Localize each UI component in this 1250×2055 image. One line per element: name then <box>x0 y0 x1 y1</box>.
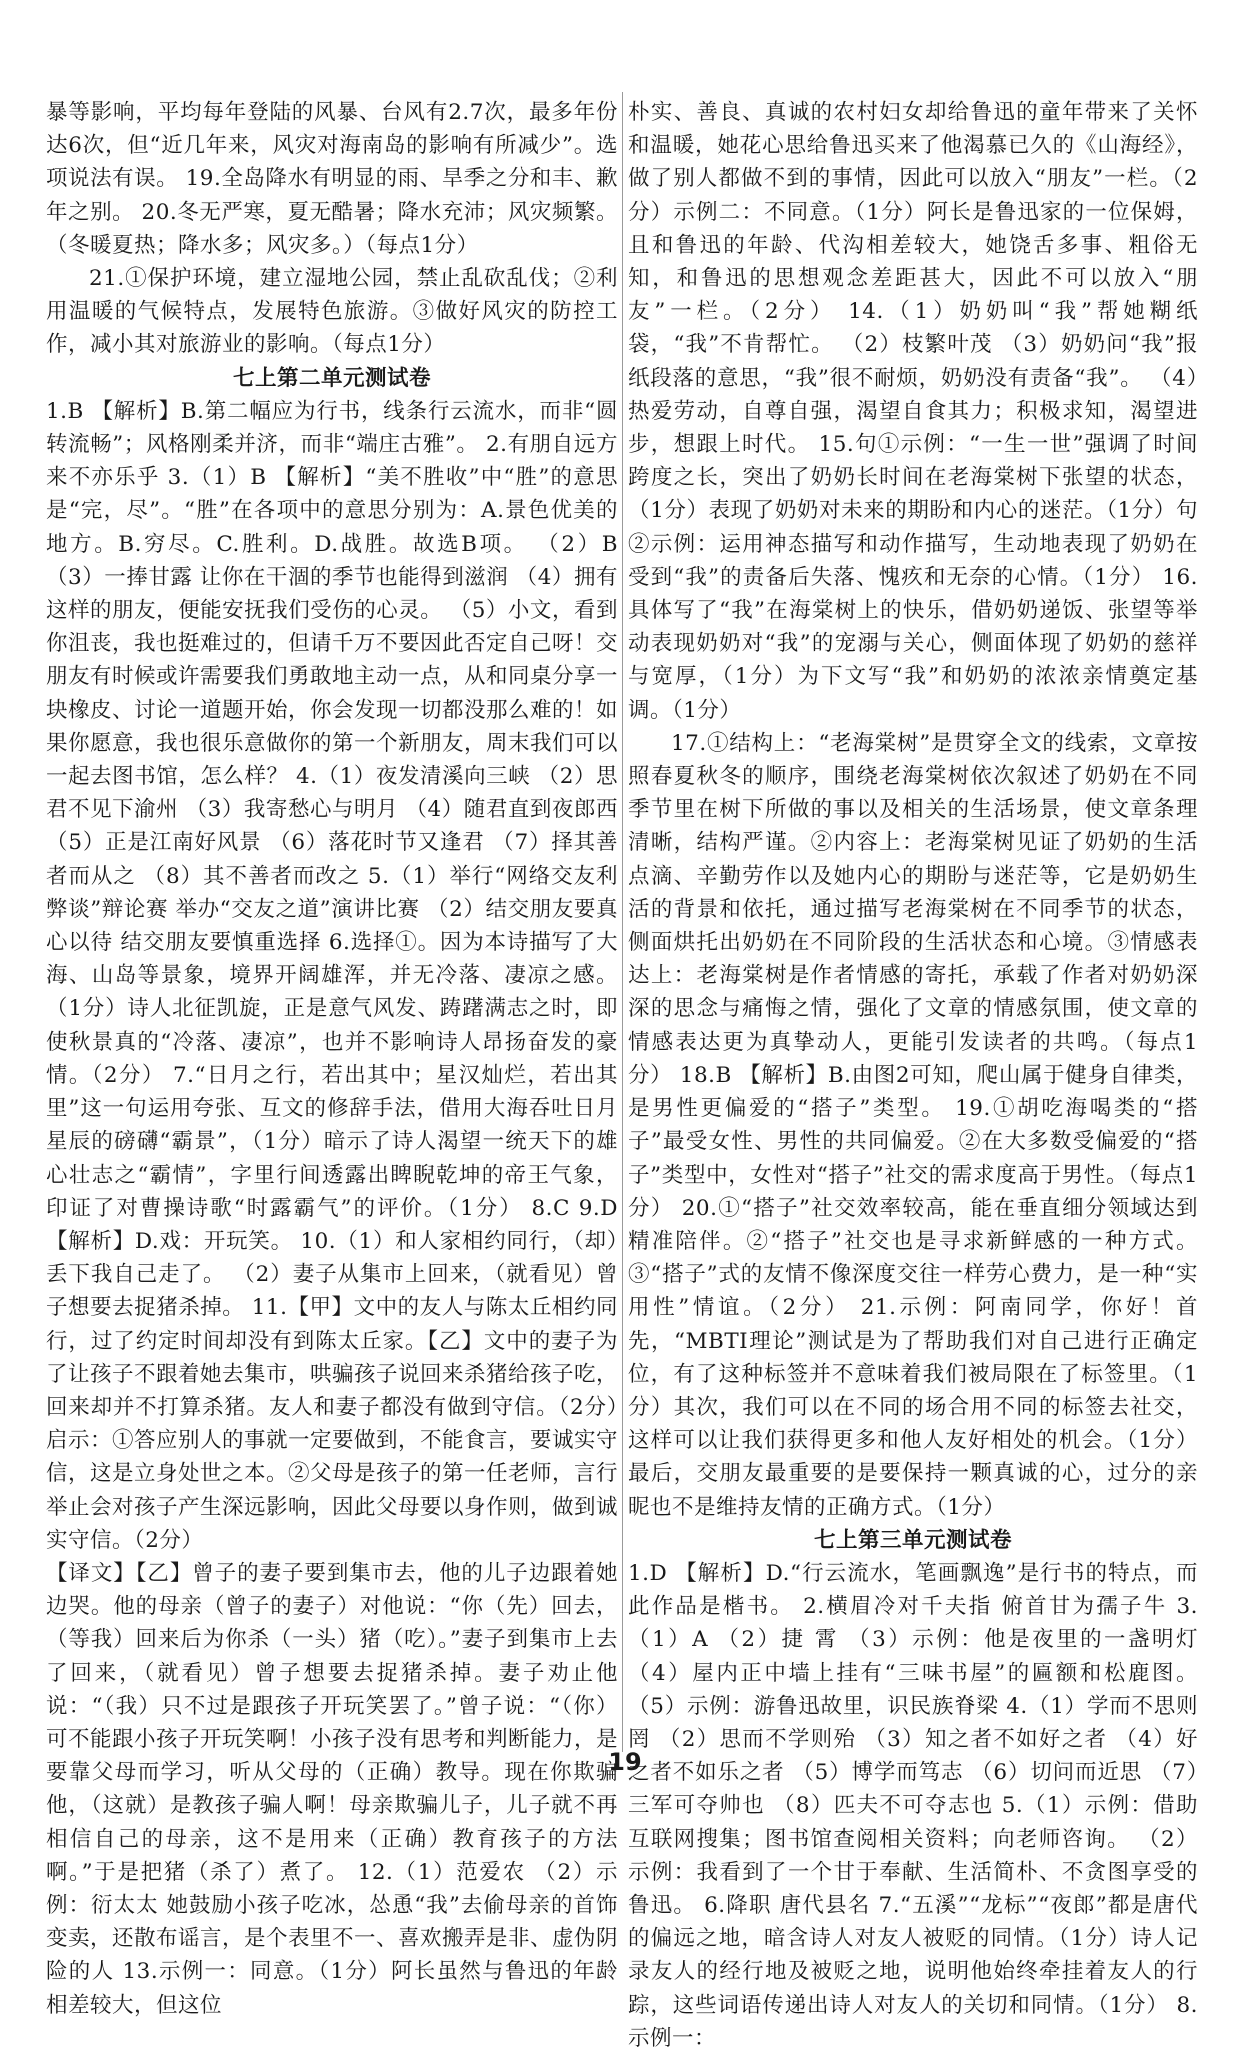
answer-paragraph: 朴实、善良、真诚的农村妇女却给鲁迅的童年带来了关怀和温暖，她花心思给鲁迅买来了他渴慕已久的《山海经》，做了别人都做不到的事情，因此可以放入“朋友”一栏。（2分）示例二：不同意。（1分）阿长是鲁迅家的一位保姆，且和鲁迅的年龄、代沟相差较大，她饶舌多事、粗俗无知，和鲁迅的思想观念差距甚大，因此不可以放入“朋友”一栏。（2分） 14.（1）奶奶叫“我”帮她糊纸袋，“我”不肯帮忙。 （2）枝繁叶茂 （3）奶奶问“我”报纸段落的意思，“我”很不耐烦，奶奶没有责备“我”。 （4）热爱劳动，自尊自强，渴望自食其力；积极求知，渴望进步，想跟上时代。 15.句①示例：“一生一世”强调了时间跨度之长，突出了奶奶长时间在老海棠树下张望的状态，（1分）表现了奶奶对未来的期盼和内心的迷茫。（1分）句②示例：运用神态描写和动作描写，生动地表现了奶奶在受到“我”的责备后失落、愧疚和无奈的心情。（1分） 16.具体写了“我”在海棠树上的快乐，借奶奶递饭、张望等举动表现奶奶对“我”的宠溺与关心，侧面体现了奶奶的慈祥与宽厚，（1分）为下文写“我”和奶奶的浓浓亲情奠定基调。（1分） <box>628 100 1198 723</box>
section-heading: 七上第二单元测试卷 <box>232 365 431 391</box>
answer-paragraph: 暴等影响，平均每年登陆的风暴、台风有2.7次，最多年份达6次，但“近几年来，风灾对海南岛的影响有所减少”。选项说法有误。 19.全岛降水有明显的雨、旱季之分和丰、歉年之别。 20.冬无严寒，夏无酷暑；降水充沛；风灾频繁。（冬暖夏热；降水多；风灾多。）（每点1分） <box>46 100 618 258</box>
answer-paragraph: 1.D 【解析】D.“行云流水，笔画飘逸”是行书的特点，而此作品是楷书。 2.横眉冷对千夫指 俯首甘为孺子牛 3.（1）A （2）捷 霄 （3）示例：他是夜里的一盏明灯 （4）屋内正中墙上挂有“三味书屋”的匾额和松鹿图。 （5）示例：游鲁迅故里，识民族脊梁 4.（1）学而不思则罔 （2）思而不学则殆 （3）知之者不如好之者 （4）好之者不如乐之者 （5）博学而笃志 （6）切问而近思 （7）三军可夺帅也 （8）匹夫不可夺志也 5.（1）示例：借助互联网搜集；图书馆查阅相关资料；向老师咨询。 （2）示例：我看到了一个甘于奉献、生活简朴、不贪图享受的鲁迅。 6.降职 唐代县名 7.“五溪”“龙标”“夜郎”都是唐代的偏远之地，暗含诗人对友人被贬的同情。（1分）诗人记录友人的经行地及被贬之地，说明他始终牵挂着友人的行踪，这些词语传递出诗人对友人的关切和同情。（1分） 8.示例一： <box>628 1560 1198 2051</box>
page-number: 19 <box>608 1748 642 1776</box>
translation-paragraph: 【译文】【乙】曾子的妻子要到集市去，他的儿子边跟着她边哭。他的母亲（曾子的妻子）对他说：“你（先）回去，（等我）回来后为你杀（一头）猪（吃）。”妻子到集市上去了回来，（就看见）曾子想要去捉猪杀掉。妻子劝止他说：“（我）只不过是跟孩子开玩笑罢了。”曾子说：“（你）可不能跟小孩子开玩笑啊！小孩子没有思考和判断能力，是要靠父母而学习，听从父母的（正确）教导。现在你欺骗他，（这就）是教孩子骗人啊！母亲欺骗儿子，儿子就不再相信自己的母亲，这不是用来（正确）教育孩子的方法啊。”于是把猪（杀了）煮了。 12.（1）范爱农 （2）示例：衍太太 她鼓励小孩子吃冰，怂恿“我”去偷母亲的首饰变卖，还散布谣言，是个表里不一、喜欢搬弄是非、虚伪阴险的人 13.示例一：同意。（1分）阿长虽然与鲁迅的年龄相差较大，但这位 <box>46 1560 619 2018</box>
left-column <box>46 96 618 2022</box>
section-heading: 七上第三单元测试卷 <box>813 1527 1012 1553</box>
answer-paragraph: 21.①保护环境，建立湿地公园，禁止乱砍乱伐；②利用温暖的气候特点，发展特色旅游。③做好风灾的防控工作，减小其对旅游业的影响。（每点1分） <box>46 266 618 358</box>
column-divider <box>622 92 623 1752</box>
answer-paragraph: 1.B 【解析】B.第二幅应为行书，线条行云流水，而非“圆转流畅”；风格刚柔并济，而非“端庄古雅”。 2.有朋自远方 来不亦乐乎 3.（1）B 【解析】“美不胜收”中“胜”的意思是“完，尽”。“胜”在各项中的意思分别为：A.景色优美的地方。B.穷尽。C.胜利。D.战胜。故选B项。 （2）B （3）一捧甘露 让你在干涸的季节也能得到滋润 （4）拥有这样的朋友，便能安抚我们受伤的心灵。 （5）小文，看到你沮丧，我也挺难过的，但请千万不要因此否定自己呀！交朋友有时候或许需要我们勇敢地主动一点，从和同桌分享一块橡皮、讨论一道题开始，你会发现一切都没那么难的！如果你愿意，我也很乐意做你的第一个新朋友，周末我们可以一起去图书馆，怎么样？ 4.（1）夜发清溪向三峡 （2）思君不见下渝州 （3）我寄愁心与明月 （4）随君直到夜郎西 （5）正是江南好风景 （6）落花时节又逢君 （7）择其善者而从之 （8）其不善者而改之 5.（1）举行“网络交友利弊谈”辩论赛 举办“交友之道”演讲比赛 （2）结交朋友要真心以待 结交朋友要慎重选择 6.选择①。因为本诗描写了大海、山岛等景象，境界开阔雄浑，并无冷落、凄凉之感。（1分）诗人北征凯旋，正是意气风发、踌躇满志之时，即使秋景真的“冷落、凄凉”，也并不影响诗人昂扬奋发的豪情。（2分） 7.“日月之行，若出其中；星汉灿烂，若出其里”这一句运用夸张、互文的修辞手法，借用大海吞吐日月星辰的磅礴“霸景”，（1分）暗示了诗人渴望一统天下的雄心壮志之“霸情”，字里行间透露出睥睨乾坤的帝王气象，印证了对曹操诗歌“时露霸气”的评价。（1分） 8.C 9.D 【解析】D.戏：开玩笑。 10.（1）和人家相约同行，（却）丢下我自己走了。 （2）妻子从集市上回来，（就看见）曾子想要去捉猪杀掉。 11.【甲】文中的友人与陈太丘相约同行，过了约定时间却没有到陈太丘家。【乙】文中的妻子为了让孩子不跟着她去集市，哄骗孩子说回来杀猪给孩子吃，回来却并不打算杀猪。友人和妻子都没有做到守信。（2分）启示：①答应别人的事就一定要做到，不能食言，要诚实守信，这是立身处世之本。②父母是孩子的第一任老师，言行举止会对孩子产生深远影响，因此父母要以身作则，做到诚实守信。（2分） <box>46 398 619 1553</box>
answer-paragraph: 17.①结构上：“老海棠树”是贯穿全文的线索，文章按照春夏秋冬的顺序，围绕老海棠树依次叙述了奶奶在不同季节里在树下所做的事以及相关的生活场景，使文章条理清晰，结构严谨。②内容上：老海棠树见证了奶奶的生活点滴、辛勤劳作以及她内心的期盼与迷茫等，它是奶奶生活的背景和依托，通过描写老海棠树在不同季节的状态，侧面烘托出奶奶在不同阶段的生活状态和心境。③情感表达上：老海棠树是作者情感的寄托，承载了作者对奶奶深深的思念与痛悔之情，强化了文章的情感氛围，使文章的情感表达更为真挚动人，更能引发读者的共鸣。（每点1分） 18.B 【解析】B.由图2可知，爬山属于健身自律类，是男性更偏爱的“搭子”类型。 19.①胡吃海喝类的“搭子”最受女性、男性的共同偏爱。②在大多数受偏爱的“搭子”类型中，女性对“搭子”社交的需求度高于男性。（每点1分） 20.①“搭子”社交效率较高，能在垂直细分领域达到精准陪伴。②“搭子”社交也是寻求新鲜感的一种方式。③“搭子”式的友情不像深度交往一样劳心费力，是一种“实用性”情谊。（2分） 21.示例：阿南同学，你好！首先，“MBTI理论”测试是为了帮助我们对自己进行正确定位，有了这种标签并不意味着我们被局限在了标签里。（1分）其次，我们可以在不同的场合用不同的标签去社交，这样可以让我们获得更多和他人友好相处的机会。（1分）最后，交朋友最重要的是要保持一颗真诚的心，过分的亲昵也不是维持友情的正确方式。（1分） <box>628 730 1198 1520</box>
